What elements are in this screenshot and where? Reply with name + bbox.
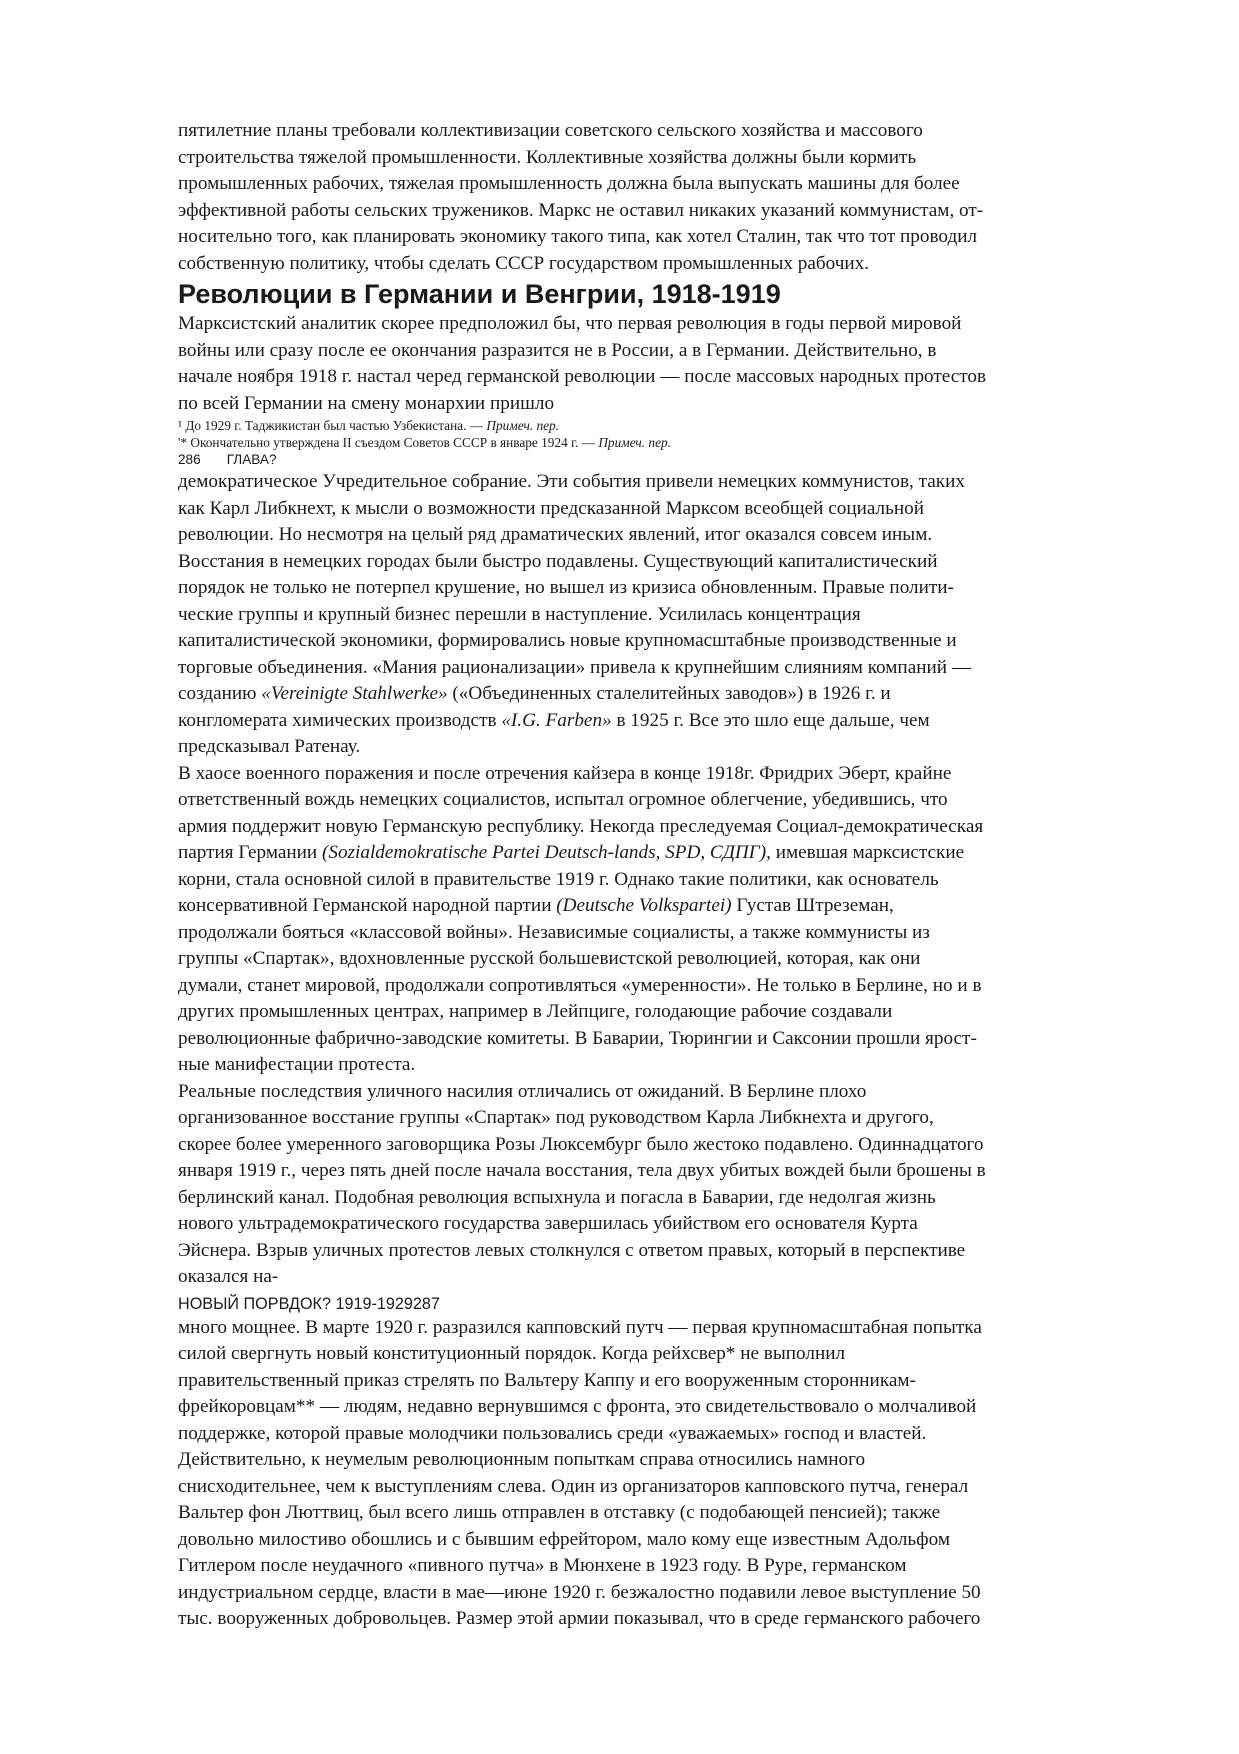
text-line: тыс. вооруженных добровольцев. Размер этой армии показывал, что в среде германского рабочего <box>178 1608 981 1629</box>
document-page <box>178 118 1150 1633</box>
text-line: носительно того, как планировать экономику такого типа, как хотел Сталин, так что тот проводил <box>178 226 978 247</box>
text-line: капиталистической экономики, формировались новые крупномасштабные производственные и <box>178 630 957 651</box>
running-header-286 <box>178 451 1150 469</box>
text-run: конгломерата химических производств <box>178 709 502 731</box>
text-line: других промышленных центрах, например в Лейпциге, голодающие рабочие создавали <box>178 1001 893 1022</box>
text-line: оказался на- <box>178 1266 279 1287</box>
text-line: по всей Германии на смену монархии пришло <box>178 392 555 414</box>
text-line: фрейкоровцам** — людям, недавно вернувшимся с фронта, это свидетельствовало о молчаливой <box>178 1396 977 1417</box>
text-line: ответственный вождь немецких социалистов, испытал огромное облегчение, убедившись, что <box>178 789 948 810</box>
text-run: консервативной Германской народной партии <box>178 895 557 916</box>
text-line: торговые объединения. «Мания рационализации» привела к крупнейшим слияниям компаний — <box>178 656 972 678</box>
paragraph-constituent-assembly <box>178 469 1150 761</box>
section-heading: Революции в Германии и Венгрии, 1918-1919 <box>178 279 781 309</box>
text-line: продолжали бояться «классовой войны». Независимые социалисты, а также коммунисты из <box>178 921 930 943</box>
italic-run: (Sozialdemokratische Partei Deutsch-lands, SPD, СДПГ), <box>321 842 771 863</box>
text-run: в 1925 г. Все это шло еще дальше, чем <box>611 709 930 731</box>
paragraph-street-violence <box>178 1079 1150 1291</box>
footnote-mark: ¹ <box>178 418 182 433</box>
footnote-text: Окончательно утверждена II съездом Советов СССР в январе 1924 г. — <box>190 435 599 450</box>
text-line: берлинский канал. Подобная революция вспыхнула и погасла в Баварии, где недолгая жизнь <box>178 1186 936 1208</box>
text-line: начале ноября 1918 г. настал черед германской революции — после массовых народных протестов <box>178 366 987 387</box>
text-line: революционные фабрично-заводские комитеты. В Баварии, Тюрингии и Саксонии прошли ярост- <box>178 1027 977 1049</box>
paragraph-five-year-plans <box>178 118 1150 277</box>
running-header-287 <box>178 1293 1150 1315</box>
text-line: ческие группы и крупный бизнес перешли в наступление. Усилилась концентрация <box>178 603 861 625</box>
text-line: ные манифестации протеста. <box>178 1054 416 1075</box>
text-run: созданию <box>178 683 262 704</box>
running-title: ГЛАВА? <box>226 452 277 467</box>
text-line: правительственный приказ стрелять по Вальтеру Каппу и его вооруженным сторонникам- <box>178 1369 916 1391</box>
paragraph-ebert <box>178 761 1150 1079</box>
text-run: Густав Штреземан, <box>731 895 894 916</box>
text-line: силой свергнуть новый конституционный порядок. Когда рейхсвер* не выполнил <box>178 1343 846 1364</box>
page-number: 286 <box>178 452 201 467</box>
text-line: революции. Но несмотря на целый ряд драматических явлений, итог оказался совсем иным. <box>178 524 933 545</box>
text-line: скорее более умеренного заговорщика Розы Люксембург было жестоко подавлено. Одиннадцатого <box>178 1133 984 1155</box>
text-line: организованное восстание группы «Спартак» под руководством Карла Либкнехта и другого, <box>178 1107 934 1128</box>
text-line: января 1919 г., через пять дней после начала восстания, тела двух убитых вождей были брошены в <box>178 1160 986 1181</box>
text-line <box>178 681 1150 708</box>
paragraph-marxist-analyst <box>178 311 1150 417</box>
text-line: Марксистский аналитик скорее предположил бы, что первая революция в годы первой мировой <box>178 313 962 334</box>
text-line: индустриальном сердце, власти в мае—июне 1920 г. безжалостно подавили левое выступление 50 <box>178 1581 981 1603</box>
text-line: промышленных рабочих, тяжелая промышленность должна была выпускать машины для более <box>178 173 960 194</box>
text-line: пятилетние планы требовали коллективизации советского сельского хозяйства и массового <box>178 120 923 141</box>
text-line: порядок не только не потерпел крушение, но вышел из кризиса обновленным. Правые полити- <box>178 577 954 598</box>
text-line: демократическое Учредительное собрание. Эти события привели немецких коммунистов, таких <box>178 471 965 492</box>
italic-run: «Vereinigte Stahlwerke» <box>261 683 448 704</box>
text-line: как Карл Либкнехт, к мысли о возможности предсказанной Марксом всеобщей социальной <box>178 497 924 519</box>
text-line: Гитлером после неудачного «пивного путча» в Мюнхене в 1923 году. В Руре, германском <box>178 1555 907 1576</box>
text-line: Реальные последствия уличного насилия отличались от ожиданий. В Берлине плохо <box>178 1080 867 1102</box>
text-run: партия Германии <box>178 842 322 863</box>
footnote-note: Примеч. пер. <box>598 435 671 450</box>
footnote-mark: '* <box>178 435 188 450</box>
italic-run: «I.G. Farben» <box>501 709 612 731</box>
footnote-2 <box>178 434 1150 451</box>
text-line: предсказывал Ратенау. <box>178 736 361 757</box>
text-line: Действительно, к неумелым революционным попыткам справа относились намного <box>178 1449 866 1470</box>
text-line: строительства тяжелой промышленности. Коллективные хозяйства должны были кормить <box>178 146 917 168</box>
text-line <box>178 708 1150 735</box>
text-line: думали, станет мировой, продолжали сопротивляться «умеренности». Не только в Берлине, но и в <box>178 974 982 996</box>
text-line: корни, стала основной силой в правительстве 1919 г. Однако такие политики, как основатель <box>178 868 939 890</box>
text-line: снисходительнее, чем к выступлениям слева. Один из организаторов капповского путча, генерал <box>178 1475 969 1497</box>
footnote-text: До 1929 г. Таджикистан был частью Узбекистана. — <box>185 418 487 433</box>
text-line: поддержке, которой правые молодчики пользовались среди «уважаемых» господ и властей. <box>178 1422 927 1444</box>
italic-run: (Deutsche Volkspartei) <box>556 895 732 916</box>
text-line: армия поддержит новую Германскую республику. Некогда преследуемая Социал-демократическая <box>178 815 984 837</box>
text-line <box>178 840 1150 867</box>
text-line: войны или сразу после ее окончания разразится не в России, а в Германии. Действительно, в <box>178 339 937 361</box>
text-line: собственную политику, чтобы сделать СССР государством промышленных рабочих. <box>178 252 869 274</box>
text-line: группы «Спартак», вдохновленные русской большевистской революцией, которая, как они <box>178 948 921 969</box>
page-number: 287 <box>412 1294 440 1313</box>
text-line: нового ультрадемократического государства завершилась убийством его основателя Курта <box>178 1213 918 1234</box>
text-line: Восстания в немецких городах были быстро подавлены. Существующий капиталистический <box>178 550 938 572</box>
text-line: эффективной работы сельских тружеников. Маркс не оставил никаких указаний коммунистам, от- <box>178 199 984 221</box>
text-run: имевшая марксистские <box>770 842 965 863</box>
footnote-1 <box>178 417 1150 434</box>
text-line <box>178 893 1150 920</box>
paragraph-kapp-putsch <box>178 1315 1150 1633</box>
running-title: НОВЫЙ ПОРВДОК? 1919-1929 <box>178 1294 413 1313</box>
text-line: довольно милостиво обошлись и с бывшим ефрейтором, мало кому еще известным Адольфом <box>178 1528 950 1550</box>
footnote-note: Примеч. пер. <box>486 418 559 433</box>
text-line: Эйснера. Взрыв уличных протестов левых столкнулся с ответом правых, который в перспективе <box>178 1239 966 1261</box>
text-line: Вальтер фон Люттвиц, был всего лишь отправлен в отставку (с подобающей пенсией); также <box>178 1502 941 1523</box>
text-run: («Объединенных сталелитейных заводов») в 1926 г. и <box>447 683 891 704</box>
text-line: много мощнее. В марте 1920 г. разразился капповский путч — первая крупномасштабная попытка <box>178 1316 982 1338</box>
text-line: В хаосе военного поражения и после отречения кайзера в конце 1918г. Фридрих Эберт, крайне <box>178 762 952 784</box>
